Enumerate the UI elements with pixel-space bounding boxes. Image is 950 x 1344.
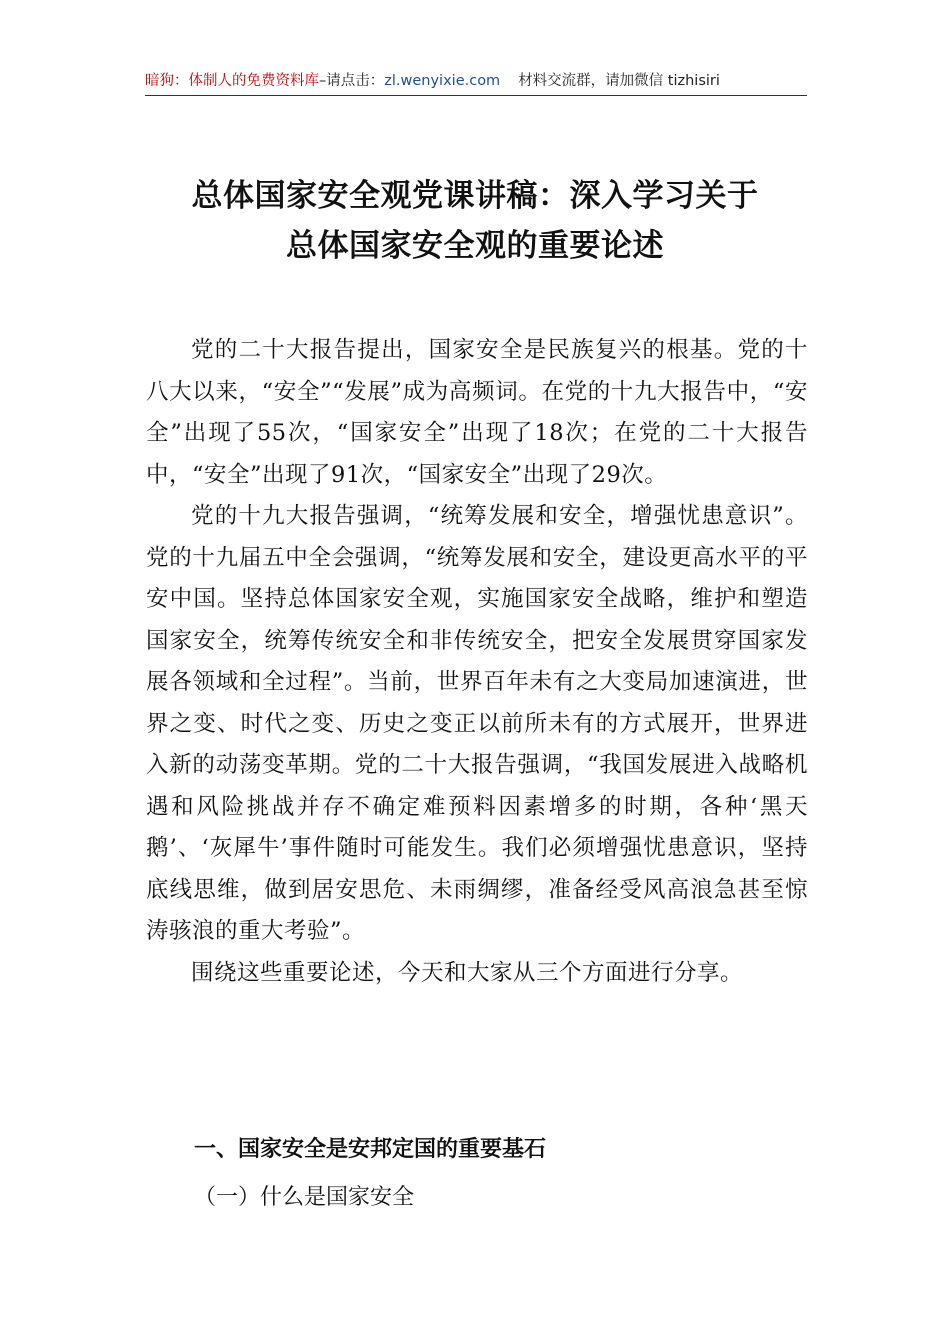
body-paragraph: 围绕这些重要论述，今天和大家从三个方面进行分享。 bbox=[191, 959, 744, 986]
body-paragraph: 党的二十大报告提出，国家安全是民族复兴的根基。党的十八大以来，“安全”“发展”成为高频词。在党的十九大报告中，“安全”出现了55次，“国家安全”出现了18次；在党的二十大报告中，“安全”出现了91次，“国家安全”出现了29次。 bbox=[146, 337, 808, 488]
subsection-heading-1: （一）什么是国家安全 bbox=[194, 1185, 415, 1210]
header-brand: 暗狗：体制人的免费资料库 bbox=[145, 73, 319, 89]
header-click-prefix: –请点击： bbox=[319, 73, 385, 89]
document-title-line-1: 总体国家安全观党课讲稿：深入学习关于 bbox=[191, 178, 759, 214]
body-paragraph: 党的十九大报告强调，“统筹发展和安全，增强忧患意识”。党的十九届五中全会强调，“统筹发展和安全，建设更高水平的平安中国。坚持总体国家安全观，实施国家安全战略，维护和塑造国家安全，统筹传统安全和非传统安全，把安全发展贯穿国家发展各领域和全过程”。当前，世界百年未有之大变局加速演进，世界之变、时代之变、历史之变正以前所未有的方式展开，世界进入新的动荡变革期。党的二十大报告强调，“我国发展进入战略机遇和风险挑战并存不确定难预料因素增多的时期，各种‘黑天鹅’、‘灰犀牛’事件随时可能发生。我们必须增强忧患意识，坚持底线思维，做到居安思危、未雨绸缪，准备经受风高浪急甚至惊涛骇浪的重大考验”。 bbox=[146, 503, 808, 944]
page-header bbox=[145, 70, 807, 94]
header-contact: 材料交流群，请加微信 tizhisiri bbox=[518, 73, 720, 89]
document-body bbox=[146, 330, 808, 994]
header-divider bbox=[145, 95, 807, 96]
document-title-line-2: 总体国家安全观的重要论述 bbox=[286, 228, 664, 264]
header-url-link[interactable]: zl.wenyixie.com bbox=[384, 73, 501, 89]
section-heading-1: 一、国家安全是安邦定国的重要基石 bbox=[194, 1137, 547, 1162]
